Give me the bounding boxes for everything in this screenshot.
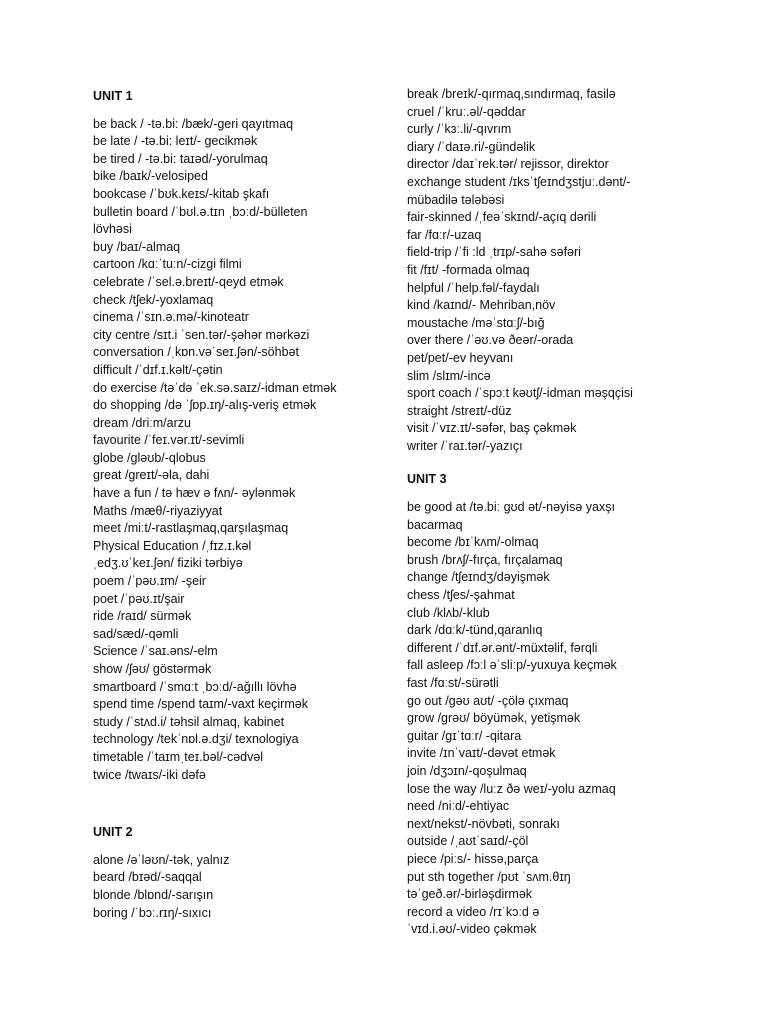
vocab-entry: far /fɑːr/-uzaq <box>407 227 482 242</box>
vocab-entry: celebrate /ˈsel.ə.breɪt/-qeyd etmək <box>93 274 284 289</box>
vocab-entry: bacarmaq <box>407 517 463 532</box>
right-column <box>407 86 747 939</box>
vocab-entry: cruel /ˈkruː.əl/-qəddar <box>407 104 526 119</box>
vocab-entry: fit /fɪt/ -formada olmaq <box>407 262 530 277</box>
vocab-entry: Science /ˈsaɪ.əns/-elm <box>93 644 218 659</box>
vocab-entry: dark /dɑːk/-tünd,qaranlıq <box>407 623 543 638</box>
vocab-entry: city centre /sɪt.i ˈsen.tər/-şəhər mərkəzi <box>93 327 310 342</box>
vocab-entry: pet/pet/-ev heyvanı <box>407 350 514 365</box>
vocab-entry: conversation /ˌkɒn.vəˈseɪ.ʃən/-söhbət <box>93 345 299 360</box>
vocab-entry: Maths /mæθ/-riyaziyyat <box>93 503 223 518</box>
vocab-entry: sport coach /ˈspɔːt kəʊtʃ/-idman məşqçisi <box>407 386 633 401</box>
vocab-entry: diary /ˈdaɪə.ri/-gündəlik <box>407 139 536 154</box>
unit-3-title: UNIT 3 <box>407 472 447 487</box>
vocab-entry: dream /driːm/arzu <box>93 415 191 430</box>
vocab-entry: grow /ɡrəʊ/ böyümək, yetişmək <box>407 711 581 726</box>
vocab-entry: technology /tekˈnɒl.ə.dʒi/ texnologiya <box>93 732 299 747</box>
vocab-entry: fair-skinned /ˌfeəˈskɪnd/-açıq dərili <box>407 210 597 225</box>
vocab-entry: show /ʃəʊ/ göstərmək <box>93 662 212 676</box>
vocab-entry: visit /ˈvɪz.ɪt/-səfər, baş çəkmək <box>407 421 577 436</box>
unit-2-title: UNIT 2 <box>93 825 133 840</box>
vocab-entry: cinema /ˈsɪn.ə.mə/-kinoteatr <box>93 310 249 325</box>
vocab-entry: beard /bɪəd/-saqqal <box>93 870 202 885</box>
vocab-entry: field-trip /ˈfi :ld ˌtrɪp/-sahə səfəri <box>407 245 581 260</box>
vocab-entry: change /tʃeɪndʒ/dəyişmək <box>407 570 550 585</box>
vocab-entry: writer /ˈraɪ.tər/-yazıçı <box>407 438 523 453</box>
vocab-entry: join /dʒɔɪn/-qoşulmaq <box>407 763 527 778</box>
vocab-entry: do shopping /də ˈʃɒp.ɪŋ/-alış-veriş etmək <box>93 398 317 413</box>
vocab-entry: kind /kaɪnd/- Mehriban,növ <box>407 298 556 313</box>
vocab-entry: blonde /blɒnd/-sarışın <box>93 887 214 902</box>
unit-2-list-left <box>93 852 393 922</box>
vocab-entry: smartboard /ˈsmɑːt ˌbɔːd/-ağıllı lövhə <box>93 679 297 694</box>
vocab-entry: exchange student /ɪksˈtʃeɪndʒstjuː.dənt/- <box>407 174 631 189</box>
vocab-entry: globe /ɡləʊb/-qlobus <box>93 450 206 465</box>
vocab-entry: different /ˈdɪf.ər.ənt/-müxtəlif, fərqli <box>407 640 598 655</box>
vocab-entry: fall asleep /fɔːl əˈsliːp/-yuxuya keçmək <box>407 658 617 673</box>
vocab-entry: fast /fɑːst/-sürətli <box>407 676 499 690</box>
vocab-entry: slim /slɪm/-incə <box>407 368 491 383</box>
unit-2-list-right <box>407 86 747 455</box>
unit-1-title: UNIT 1 <box>93 89 133 103</box>
vocab-entry: put sth together /pʊt ˈsʌm.θɪŋ <box>407 869 571 884</box>
vocab-entry: great /ɡreɪt/-əla, dahi <box>93 468 210 483</box>
vocab-entry: outside /ˌaʊtˈsaɪd/-çöl <box>407 834 529 849</box>
vocab-entry: lose the way /luːz ðə weɪ/-yolu azmaq <box>407 781 616 796</box>
vocab-entry: be tired / -tə.bi: taɪəd/-yorulmaq <box>93 151 268 166</box>
vocab-entry: twice /twaɪs/-iki dəfə <box>93 767 206 782</box>
vocab-entry: be good at /tə.biː ɡʊd ət/-nəyisə yaxşı <box>407 500 615 515</box>
vocab-entry: chess /tʃes/-şahmat <box>407 588 515 603</box>
vocab-entry: director /daɪˈrek.tər/ rejissor, direktor <box>407 157 609 172</box>
vocab-entry: difficult /ˈdɪf.ɪ.kəlt/-çətin <box>93 362 223 377</box>
vocab-entry: meet /miːt/-rastlaşmaq,qarşılaşmaq <box>93 521 289 536</box>
vocab-entry: alone /əˈləʊn/-tək, yalnız <box>93 852 230 867</box>
vocab-entry: club /klʌb/-klub <box>407 605 490 620</box>
vocab-entry: be late / -tə.bi: leɪt/- gecikmək <box>93 134 258 149</box>
vocab-entry: timetable /ˈtaɪmˌteɪ.bəl/-cədvəl <box>93 749 264 764</box>
unit-3-list <box>407 499 747 939</box>
vocab-entry: sad/sæd/-qəmli <box>93 626 179 641</box>
vocab-entry: bulletin board /ˈbʊl.ə.tɪn ˌbɔːd/-bülleten <box>93 204 308 219</box>
vocab-entry: study /ˈstʌd.i/ təhsil almaq, kabinet <box>93 714 285 729</box>
vocab-entry: Physical Education /ˌfɪz.ɪ.kəl <box>93 538 252 553</box>
unit-1-list <box>93 116 393 785</box>
vocab-entry: guitar /ɡɪˈtɑːr/ -qitara <box>407 728 522 743</box>
vocab-entry: buy /baɪ/-almaq <box>93 239 181 254</box>
vocab-entry: record a video /rɪˈkɔːd ə <box>407 904 540 919</box>
vocab-entry: ˈvɪd.i.əʊ/-video çəkmək <box>407 922 537 937</box>
vocab-entry: check /tʃek/-yoxlamaq <box>93 292 214 307</box>
left-column <box>93 86 393 922</box>
vocab-entry: poet /ˈpəʊ.ɪt/şair <box>93 591 185 606</box>
vocab-entry: invite /ɪnˈvaɪt/-dəvət etmək <box>407 746 556 761</box>
vocab-entry: bookcase /ˈbʊk.keɪs/-kitab şkafı <box>93 186 270 201</box>
vocab-entry: over there /ˈəʊ.və ðeər/-orada <box>407 333 574 348</box>
vocab-entry: next/nekst/-növbəti, sonrakı <box>407 816 560 831</box>
vocab-entry: lövhəsi <box>93 222 132 237</box>
vocab-entry: moustache /məˈstɑːʃ/-bığ <box>407 315 545 330</box>
vocab-entry: təˈɡeð.ər/-birləşdirmək <box>407 887 533 902</box>
vocab-entry: brush /brʌʃ/-fırça, fırçalamaq <box>407 552 563 567</box>
vocab-entry: mübadilə tələbəsi <box>407 192 505 207</box>
vocab-entry: piece /piːs/- hissə,parça <box>407 851 539 866</box>
vocab-entry: go out /ɡəʊ aʊt/ -çölə çıxmaq <box>407 693 569 708</box>
vocab-entry: do exercise /təˈdə ˈek.sə.saɪz/-idman etmək <box>93 380 337 395</box>
vocab-entry: need /niːd/-ehtiyac <box>407 799 510 814</box>
vocab-entry: straight /streɪt/-düz <box>407 403 512 418</box>
vocab-entry: favourite /ˈfeɪ.vər.ɪt/-sevimli <box>93 433 245 448</box>
vocab-entry: spend time /spend taɪm/-vaxt keçirmək <box>93 697 308 712</box>
vocab-entry: ˌedʒ.ʊˈkeɪ.ʃən/ fiziki tərbiyə <box>93 556 243 571</box>
vocab-entry: poem /ˈpəʊ.ɪm/ -şeir <box>93 574 206 589</box>
vocab-entry: have a fun / tə hæv ə fʌn/- əylənmək <box>93 486 296 501</box>
vocab-entry: be back / -tə.bi: /bæk/-geri qayıtmaq <box>93 116 294 131</box>
vocab-entry: curly /ˈkɜː.li/-qıvrım <box>407 122 512 137</box>
vocab-entry: cartoon /kɑːˈtuːn/-cizgi filmi <box>93 257 242 272</box>
vocab-entry: ride /raɪd/ sürmək <box>93 609 192 624</box>
vocab-entry: bike /baɪk/-velosiped <box>93 169 208 184</box>
vocab-entry: boring /ˈbɔː.rɪŋ/-sıxıcı <box>93 905 212 920</box>
vocab-entry: become /bɪˈkʌm/-olmaq <box>407 535 539 550</box>
vocab-entry: helpful /ˈhelp.fəl/-faydalı <box>407 280 540 295</box>
vocab-entry: break /breɪk/-qırmaq,sındırmaq, fasilə <box>407 87 616 101</box>
